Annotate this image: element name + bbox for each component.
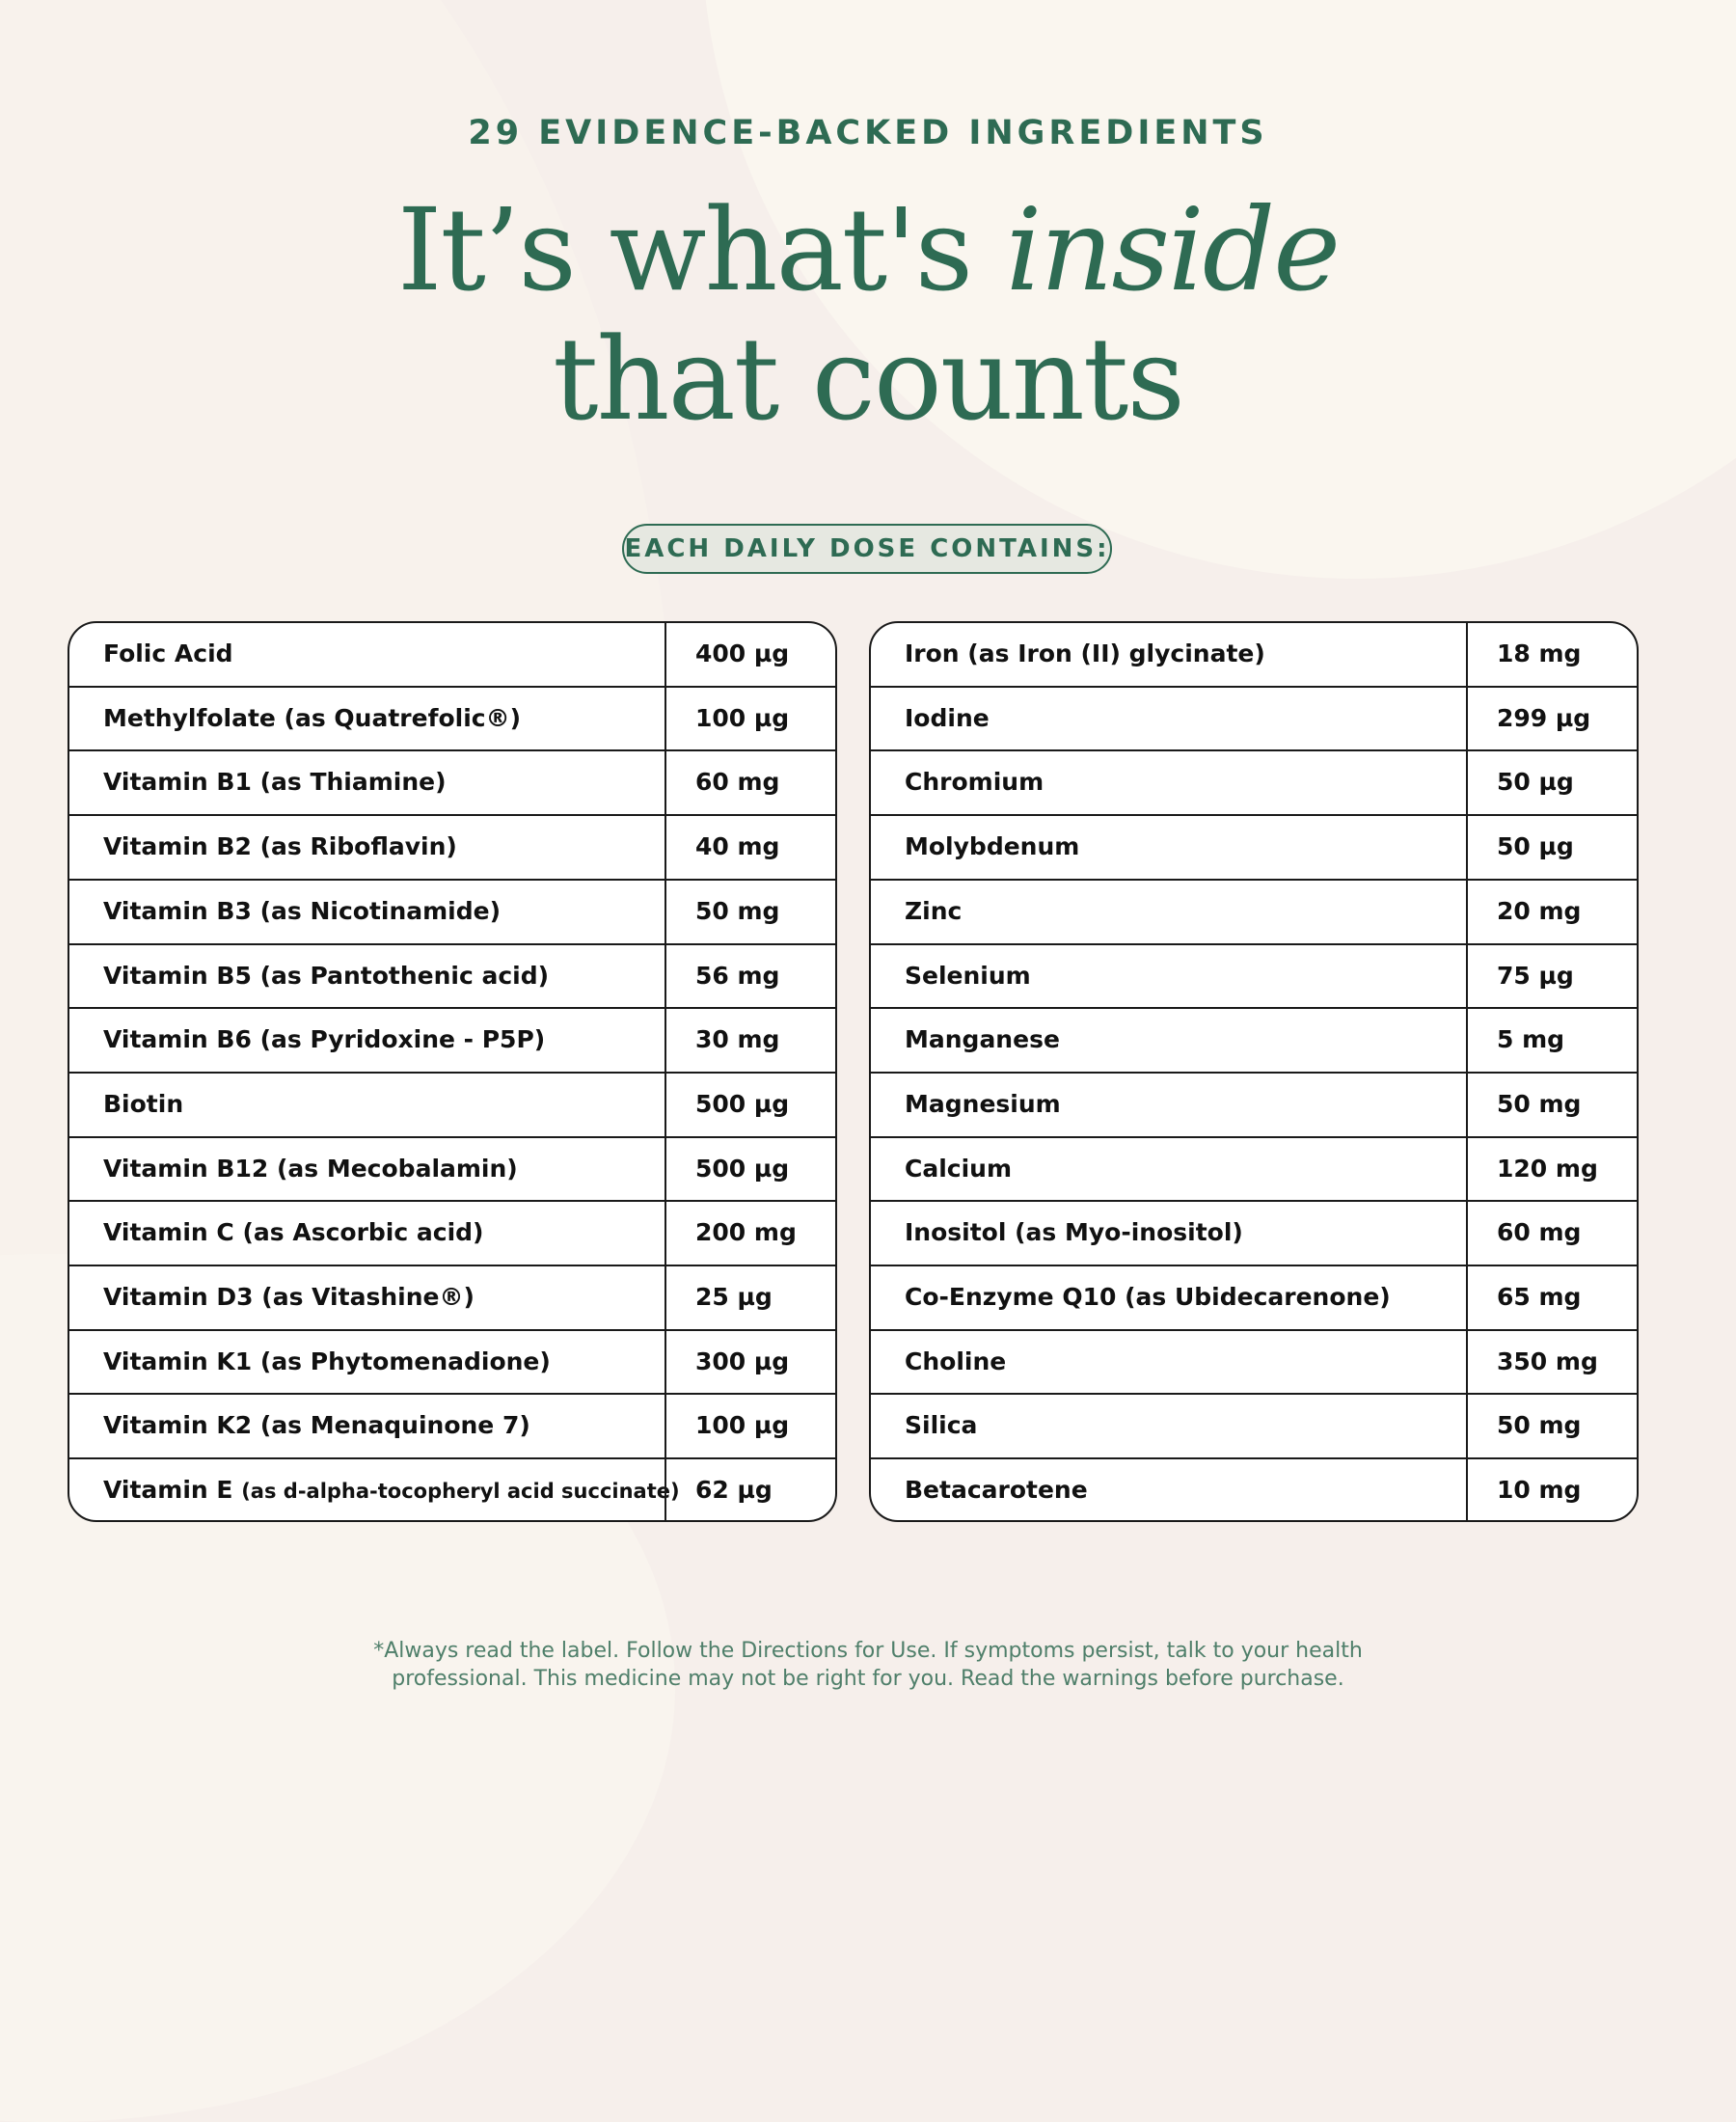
ingredient-amount: 500 µg (665, 1138, 837, 1201)
table-row (871, 1395, 1637, 1459)
ingredient-name: Methylfolate (as Quatrefolic®) (103, 703, 522, 732)
ingredient-amount: 50 mg (1466, 1395, 1639, 1457)
table-row (871, 1009, 1637, 1074)
disclaimer (0, 1637, 1736, 1693)
ingredient-name: Vitamin E (as d-alpha-tocopheryl acid succinate) (103, 1476, 680, 1505)
table-row (871, 1138, 1637, 1203)
table-row (69, 816, 835, 881)
ingredient-name: Calcium (905, 1154, 1013, 1183)
ingredient-amount: 56 mg (665, 945, 837, 1008)
ingredient-name: Biotin (103, 1089, 184, 1118)
ingredient-amount: 60 mg (1466, 1202, 1639, 1265)
ingredient-name: Iodine (905, 703, 990, 732)
ingredient-amount: 10 mg (1466, 1459, 1639, 1522)
ingredient-amount: 200 mg (665, 1202, 837, 1265)
ingredient-name: Vitamin D3 (as Vitashine®) (103, 1283, 475, 1312)
table-row (69, 881, 835, 945)
ingredient-amount: 350 mg (1466, 1331, 1639, 1394)
ingredient-name: Vitamin B3 (as Nicotinamide) (103, 896, 502, 925)
table-row (69, 1138, 835, 1203)
ingredient-name: Vitamin B2 (as Riboflavin) (103, 832, 457, 861)
ingredient-name: Co-Enzyme Q10 (as Ubidecarenone) (905, 1283, 1391, 1312)
table-row (69, 688, 835, 752)
table-row (69, 1202, 835, 1266)
ingredient-name: Molybdenum (905, 832, 1080, 861)
table-row (69, 623, 835, 688)
table-row (871, 688, 1637, 752)
daily-dose-badge: EACH DAILY DOSE CONTAINS: (622, 524, 1112, 574)
page-title (0, 185, 1736, 444)
ingredient-name: Vitamin C (as Ascorbic acid) (103, 1218, 484, 1247)
ingredient-amount: 40 mg (665, 816, 837, 879)
table-row (69, 1074, 835, 1138)
table-row (871, 881, 1637, 945)
table-row (871, 623, 1637, 688)
table-row (69, 1459, 835, 1522)
ingredient-name: Betacarotene (905, 1476, 1088, 1505)
ingredient-name: Choline (905, 1347, 1007, 1375)
ingredient-amount: 100 µg (665, 1395, 837, 1457)
ingredient-name: Vitamin B12 (as Mecobalamin) (103, 1154, 518, 1183)
table-row (69, 751, 835, 816)
headline-part-1: It’s what's (396, 183, 1006, 316)
ingredient-name: Magnesium (905, 1089, 1061, 1118)
kicker-text: 29 EVIDENCE-BACKED INGREDIENTS (468, 114, 1268, 152)
ingredients-table-left (68, 621, 837, 1522)
ingredient-amount: 5 mg (1466, 1009, 1639, 1072)
ingredient-name: Vitamin B1 (as Thiamine) (103, 768, 447, 797)
ingredient-name: Silica (905, 1411, 978, 1440)
ingredient-amount: 50 µg (1466, 751, 1639, 814)
ingredient-amount: 299 µg (1466, 688, 1639, 750)
ingredient-amount: 50 mg (665, 881, 837, 943)
ingredient-amount: 62 µg (665, 1459, 837, 1522)
ingredient-name: Manganese (905, 1025, 1060, 1054)
ingredient-amount: 300 µg (665, 1331, 837, 1394)
ingredient-name: Chromium (905, 768, 1044, 797)
ingredient-amount: 25 µg (665, 1266, 837, 1329)
ingredient-amount: 30 mg (665, 1009, 837, 1072)
headline-line-1 (0, 185, 1736, 314)
table-row (871, 816, 1637, 881)
ingredient-amount: 100 µg (665, 688, 837, 750)
ingredient-name: Selenium (905, 961, 1031, 990)
ingredient-amount: 500 µg (665, 1074, 837, 1136)
ingredient-name: Iron (as Iron (II) glycinate) (905, 639, 1265, 667)
ingredient-amount: 20 mg (1466, 881, 1639, 943)
disclaimer-line-2: professional. This medicine may not be right for you. Read the warnings before purchase. (392, 1667, 1344, 1691)
table-row (871, 751, 1637, 816)
table-row (871, 945, 1637, 1010)
headline-line-2: that counts (553, 313, 1183, 446)
table-row (871, 1074, 1637, 1138)
ingredient-name: Vitamin K1 (as Phytomenadione) (103, 1347, 551, 1375)
ingredient-name: Zinc (905, 896, 963, 925)
disclaimer-line-1: *Always read the label. Follow the Directions for Use. If symptoms persist, talk to your health (373, 1639, 1363, 1663)
ingredient-amount: 18 mg (1466, 623, 1639, 686)
table-row (871, 1331, 1637, 1396)
ingredient-amount: 65 mg (1466, 1266, 1639, 1329)
table-row (69, 1009, 835, 1074)
ingredient-name: Folic Acid (103, 639, 233, 667)
table-row (69, 1266, 835, 1331)
table-row (69, 945, 835, 1010)
ingredient-amount: 120 mg (1466, 1138, 1639, 1201)
ingredients-table-right (869, 621, 1639, 1522)
ingredient-amount: 50 mg (1466, 1074, 1639, 1136)
ingredient-amount: 75 µg (1466, 945, 1639, 1008)
table-row (69, 1395, 835, 1459)
headline-emphasis: inside (1005, 183, 1340, 316)
ingredient-amount: 60 mg (665, 751, 837, 814)
table-row (69, 1331, 835, 1396)
table-row (871, 1202, 1637, 1266)
ingredient-name: Vitamin B5 (as Pantothenic acid) (103, 961, 550, 990)
ingredient-amount: 50 µg (1466, 816, 1639, 879)
ingredient-name: Vitamin B6 (as Pyridoxine - P5P) (103, 1025, 546, 1054)
ingredient-name: Inositol (as Myo-inositol) (905, 1218, 1243, 1247)
table-row (871, 1266, 1637, 1331)
ingredient-name: Vitamin K2 (as Menaquinone 7) (103, 1411, 530, 1440)
table-row (871, 1459, 1637, 1522)
ingredient-amount: 400 µg (665, 623, 837, 686)
